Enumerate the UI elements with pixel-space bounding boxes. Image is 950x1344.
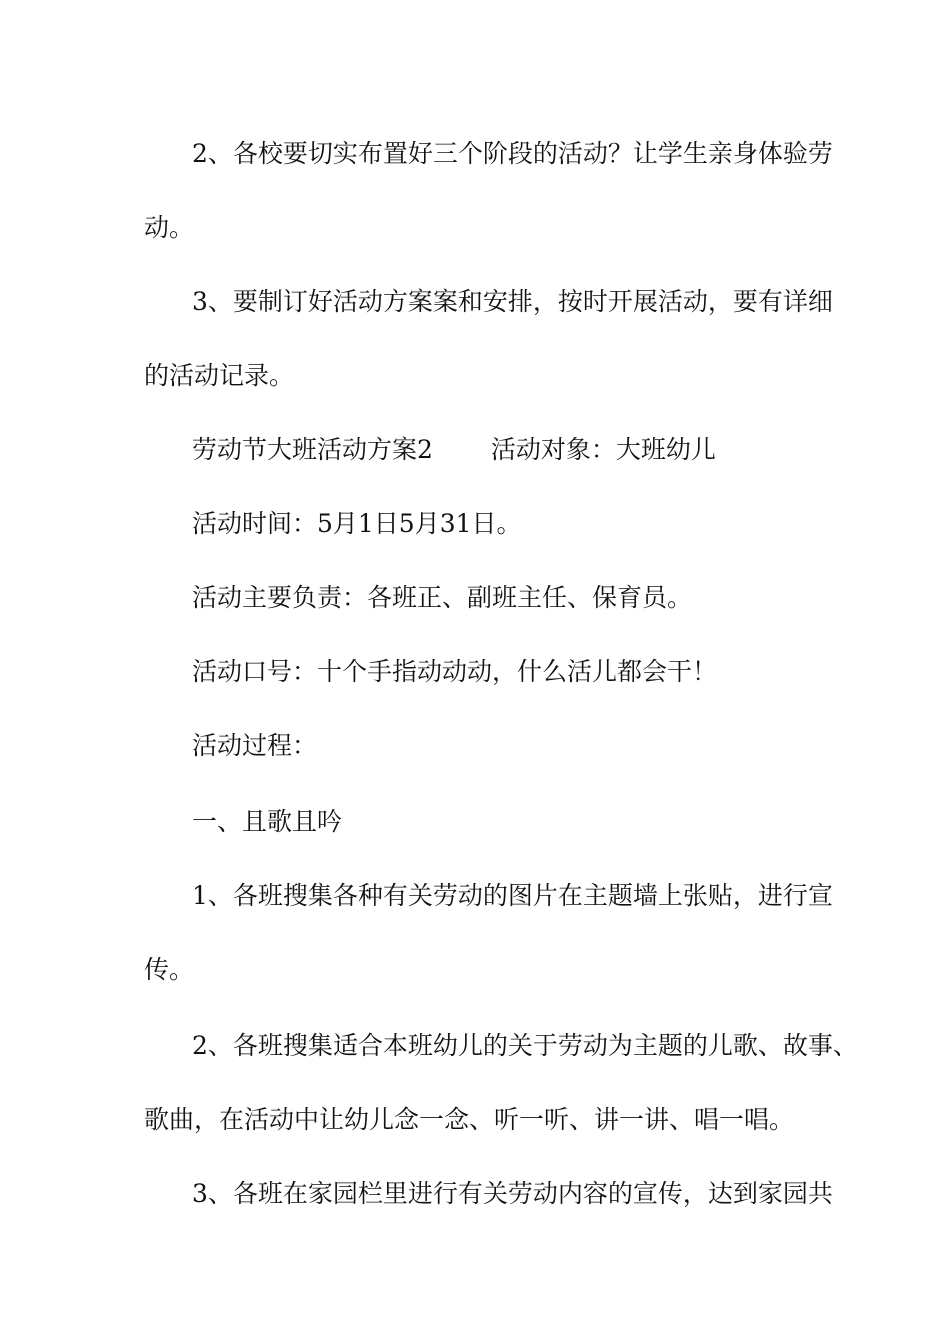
paragraph-line: 2、各校要切实布置好三个阶段的活动？让学生亲身体验劳 — [192, 139, 833, 168]
paragraph-line: 活动过程： — [192, 731, 318, 760]
paragraph-line: 动。 — [144, 213, 195, 242]
paragraph-line: 活动主要负责：各班正、副班主任、保育员。 — [192, 583, 693, 612]
paragraph-line: 歌曲，在活动中让幼儿念一念、听一听、讲一讲、唱一唱。 — [144, 1105, 795, 1134]
section-heading: 劳动节大班活动方案2 活动对象：大班幼儿 — [192, 435, 716, 464]
paragraph-line: 3、要制订好活动方案案和安排，按时开展活动，要有详细 — [192, 287, 833, 316]
paragraph-line: 2、各班搜集适合本班幼儿的关于劳动为主题的儿歌、故事、 — [192, 1031, 858, 1060]
paragraph-line: 传。 — [144, 955, 195, 984]
paragraph-line: 的活动记录。 — [144, 361, 295, 390]
paragraph-line: 活动口号：十个手指动动动，什么活儿都会干！ — [192, 657, 718, 686]
paragraph-line: 活动时间：5月1日5月31日。 — [192, 509, 522, 538]
paragraph-line: 3、各班在家园栏里进行有关劳动内容的宣传，达到家园共 — [192, 1179, 833, 1208]
subsection-heading: 一、且歌且吟 — [192, 807, 343, 836]
paragraph-line: 1、各班搜集各种有关劳动的图片在主题墙上张贴，进行宣 — [192, 881, 833, 910]
